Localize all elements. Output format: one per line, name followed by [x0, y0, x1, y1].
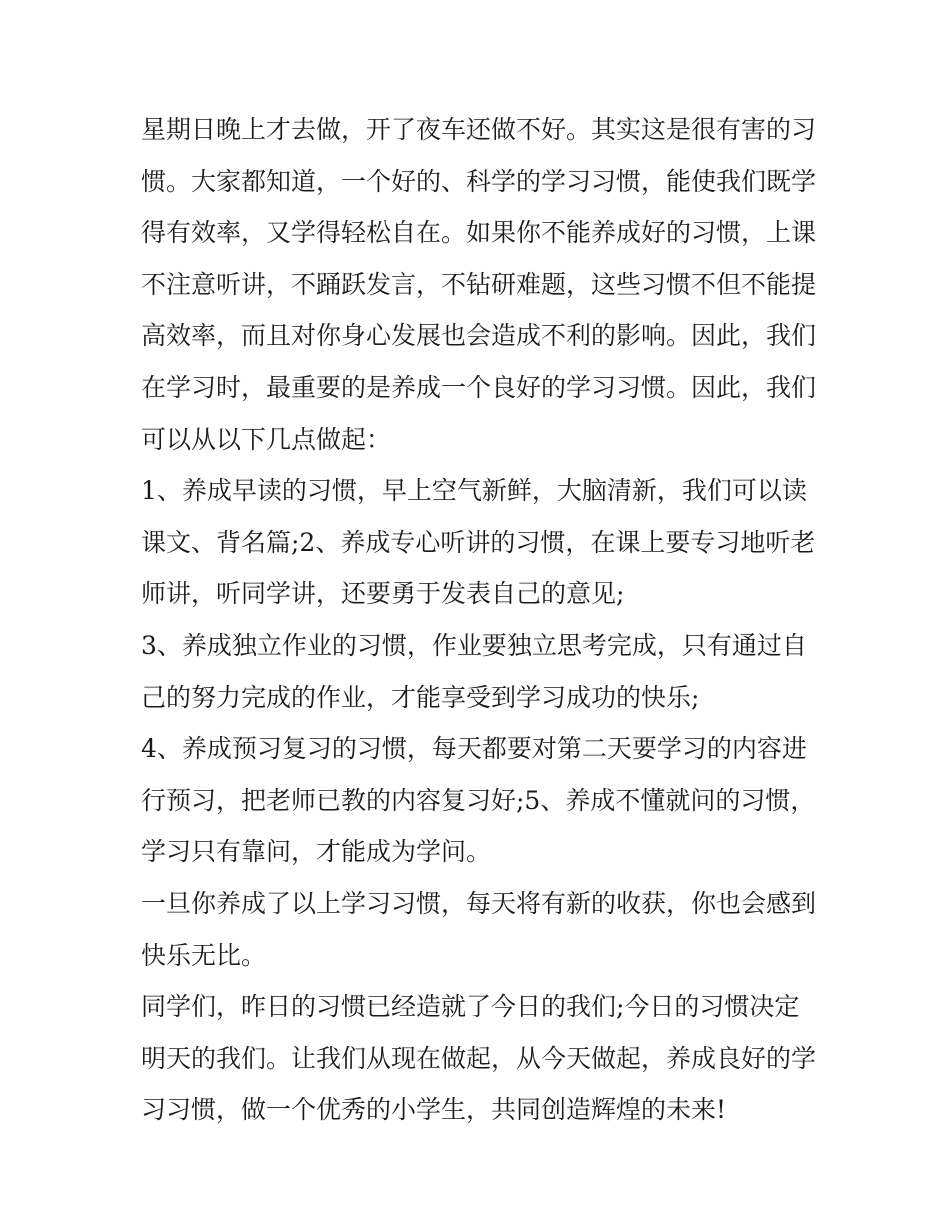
list-item-line: 己的努力完成的作业，才能享受到学习成功的快乐; — [141, 682, 700, 712]
text-line: 在学习时，最重要的是养成一个良好的学习习惯。因此，我们 — [141, 372, 817, 402]
text-line: 高效率，而且对你身心发展也会造成不利的影响。因此，我们 — [141, 321, 817, 351]
text-line: 惯。大家都知道，一个好的、科学的学习习惯，能使我们既学 — [141, 166, 817, 196]
list-item-line: 3、养成独立作业的习惯，作业要独立思考完成，只有通过自 — [141, 630, 807, 660]
text-line: 星期日晚上才去做，开了夜车还做不好。其实这是很有害的习 — [141, 115, 817, 144]
list-item-line: 行预习，把老师已教的内容复习好;5、养成不懂就问的习惯， — [141, 785, 816, 815]
list-item-line: 学习只有靠问，才能成为学问。 — [141, 837, 492, 867]
list-item-line: 4、养成预习复习的习惯，每天都要对第二天要学习的内容进 — [141, 734, 807, 764]
list-item-line: 课文、背名篇;2、养成专心听讲的习惯，在课上要专习地听老 — [141, 527, 816, 557]
text-line: 明天的我们。让我们从现在做起，从今天做起，养成良好的学 — [141, 1043, 817, 1073]
text-line: 不注意听讲，不踊跃发言，不钻研难题，这些习惯不但不能提 — [141, 269, 817, 299]
text-line: 可以从以下几点做起： — [141, 424, 392, 454]
text-line: 同学们，昨日的习惯已经造就了今日的我们;今日的习惯决定 — [141, 992, 800, 1022]
list-item-line: 师讲，听同学讲，还要勇于发表自己的意见; — [141, 579, 625, 609]
text-line: 得有效率，又学得轻松自在。如果你不能养成好的习惯，上课 — [141, 218, 817, 248]
document-body — [141, 104, 821, 1136]
text-line: 习习惯，做一个优秀的小学生，共同创造辉煌的未来! — [141, 1095, 727, 1125]
text-line: 快乐无比。 — [141, 940, 267, 970]
list-item-line: 1、养成早读的习惯，早上空气新鲜，大脑清新，我们可以读 — [141, 476, 807, 506]
text-line: 一旦你养成了以上学习习惯，每天将有新的收获，你也会感到 — [141, 888, 817, 918]
